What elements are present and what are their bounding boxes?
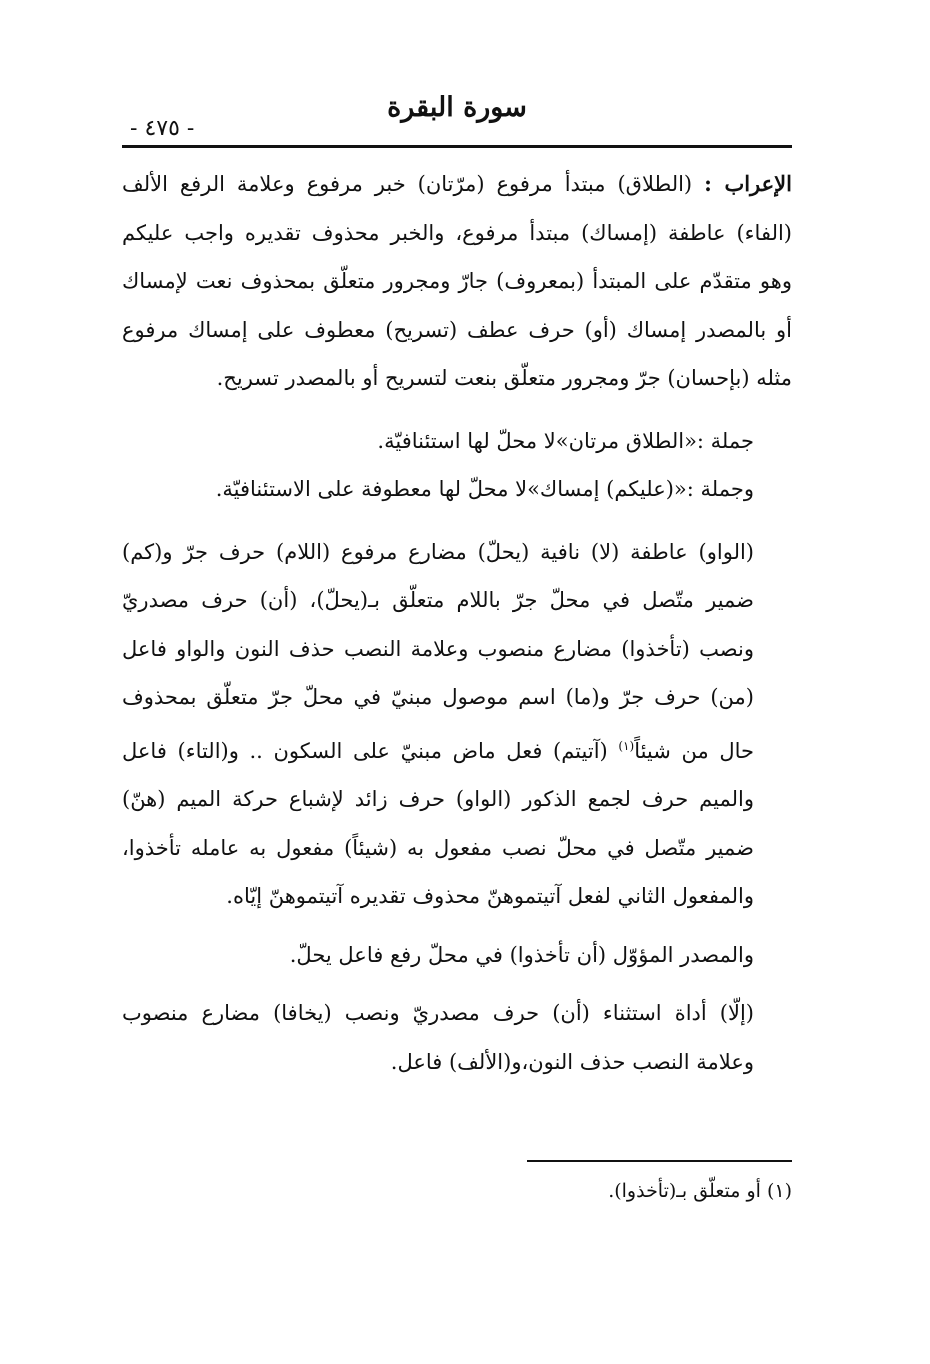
footnote-marker: (١) xyxy=(618,738,635,753)
body-text xyxy=(122,160,792,1086)
irab-label: الإعراب : xyxy=(704,171,792,196)
spacer xyxy=(122,514,792,528)
footnote: (١) أو متعلّق بـ(تأخذوا). xyxy=(608,1180,792,1202)
irab-paragraph xyxy=(122,160,792,403)
page-number: - ٤٧٥ - xyxy=(130,116,195,141)
page-header xyxy=(122,86,792,146)
waw-paragraph xyxy=(122,528,792,921)
header-divider xyxy=(122,145,792,148)
waw-text-before: (الواو) عاطفة (لا) نافية (يحلّ) مضارع مرفوع (اللام) حرف جرّ و(كم) ضمير متّصل في محلّ جرّ باللام متعلّق بـ(يحلّ)، (أن) حرف مصدريّ ونصب (تأخذوا) مضارع منصوب وعلامة النصب حذف النون والواو فاعل (من) حرف جرّ و(ما) اسم موصول مبنيّ في محلّ جرّ متعلّق بمحذوف حال من شيئاً xyxy=(122,539,754,763)
sentence-first: جملة :«الطلاق مرتان»لا محلّ لها استئنافيّة. xyxy=(377,428,754,453)
masdar-paragraph: والمصدر المؤوّل (أن تأخذوا) في محلّ رفع فاعل يحلّ. xyxy=(289,942,754,967)
spacer xyxy=(122,979,792,989)
illa-paragraph: (إلّا) أداة استثناء (أن) حرف مصدريّ ونصب (يخافا) مضارع منصوب وعلامة النصب حذف النون،و(الألف) فاعل. xyxy=(122,1001,754,1074)
sentence-second: وجملة :«(عليكم) إمساك»لا محلّ لها معطوفة على الاستئنافيّة. xyxy=(215,477,754,501)
footnote-divider xyxy=(527,1160,792,1162)
spacer xyxy=(122,921,792,931)
waw-text-after: (آتيتم) فعل ماض مبنيّ على السكون .. و(التاء) فاعل والميم حرف لجمع الذكور (الواو) حرف زائد لإشباع حركة الميم (هنّ) ضمير متّصل في محلّ نصب مفعول به (شيئاً) مفعول به عامله تأخذوا، والمفعول الثاني لفعل آتيتموهنّ محذوف تقديره آتيتموهنّ إيّاه. xyxy=(122,738,754,908)
spacer xyxy=(122,403,792,417)
irab-text: (الطلاق) مبتدأ مرفوع (مرّتان) خبر مرفوع وعلامة الرفع الألف (الفاء) عاطفة (إمساك) مبتدأ مرفوع، والخبر محذوف تقديره واجب عليكم وهو متقدّم على المبتدأ (بمعروف) جارّ ومجرور متعلّق بمحذوف نعت لإمساك أو بالمصدر إمساك (أو) حرف عطف (تسريح) معطوف على إمساك مرفوع مثله (بإحسان) جرّ ومجرور متعلّق بنعت لتسريح أو بالمصدر تسريح. xyxy=(122,172,792,390)
surah-title: سورة البقرة xyxy=(387,92,527,123)
